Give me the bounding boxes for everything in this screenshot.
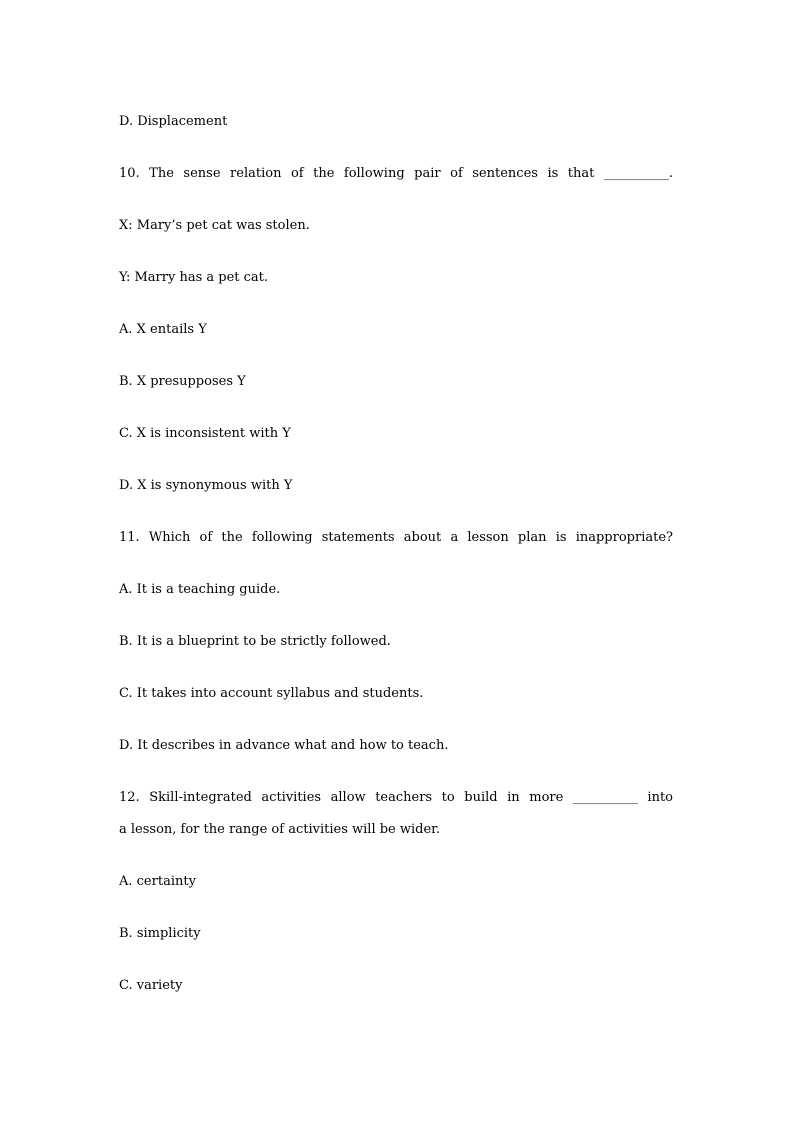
q12-stem-line2: a lesson, for the range of activities will be wider. (119, 822, 441, 837)
q11-option-a: A. It is a teaching guide. (119, 582, 281, 597)
q10-option-b: B. X presupposes Y (119, 374, 246, 389)
q11-option-c: C. It takes into account syllabus and students. (119, 686, 424, 701)
q9-option-d: D. Displacement (119, 114, 228, 129)
q10-option-c: C. X is inconsistent with Y (119, 426, 291, 441)
q12-option-a: A. certainty (119, 874, 196, 889)
q12-option-c: C. variety (119, 978, 183, 993)
q11-stem: 11. Which of the following statements about a lesson plan is inappropriate? (119, 530, 673, 545)
q12-option-b: B. simplicity (119, 926, 201, 941)
q11-option-b: B. It is a blueprint to be strictly followed. (119, 634, 391, 649)
q12-stem-line1: 12. Skill-integrated activities allow teachers to build in more __________ into (119, 790, 673, 805)
q10-stem: 10. The sense relation of the following pair of sentences is that __________. (119, 166, 673, 181)
q10-option-a: A. X entails Y (119, 322, 207, 337)
q10-sentence-y: Y: Marry has a pet cat. (119, 270, 269, 285)
q11-option-d: D. It describes in advance what and how to teach. (119, 738, 449, 753)
q10-option-d: D. X is synonymous with Y (119, 478, 293, 493)
q10-sentence-x: X: Mary’s pet cat was stolen. (119, 218, 310, 233)
